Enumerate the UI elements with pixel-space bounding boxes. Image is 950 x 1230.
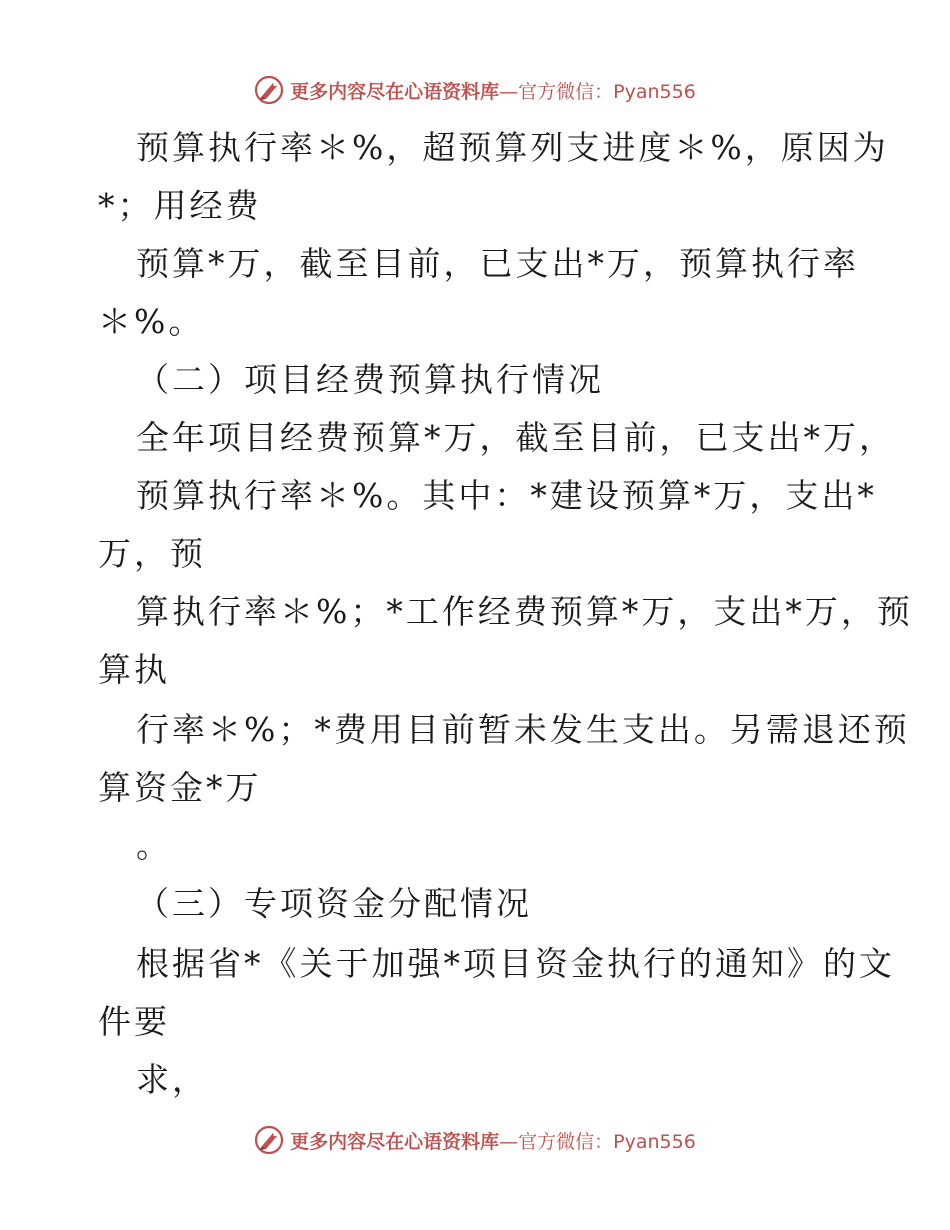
text-line: *；用经费 — [98, 186, 262, 225]
text-line: 万，预 — [98, 534, 206, 573]
watermark-banner-bottom — [0, 1120, 950, 1160]
text-line: 根据省*《关于加强*项目资金执行的通知》的文 — [136, 944, 895, 983]
section-heading: （三）专项资金分配情况 — [136, 884, 532, 923]
text-line: 算资金*万 — [98, 768, 262, 807]
watermark-wechat: 官方微信：Pyan556 — [518, 80, 696, 103]
text-line: 预算执行率＊%。其中：*建设预算*万，支出* — [136, 476, 877, 515]
text-line: 行率＊%；*费用目前暂未发生支出。另需退还预 — [136, 710, 910, 749]
text-line: 算执 — [98, 650, 170, 689]
watermark-banner-top — [0, 70, 950, 110]
text-line: 全年项目经费预算*万，截至目前，已支出*万， — [136, 418, 895, 457]
text-line: 预算*万，截至目前，已支出*万，预算执行率 — [136, 244, 859, 283]
text-line: 件要 — [98, 1002, 170, 1041]
pen-seal-logo — [254, 75, 284, 105]
section-heading: （二）项目经费预算执行情况 — [136, 360, 604, 399]
text-line: 求， — [136, 1060, 208, 1099]
watermark-text — [290, 1127, 696, 1154]
pen-seal-logo — [254, 1125, 284, 1155]
text-line: ＊%。 — [98, 302, 205, 341]
watermark-library-name: 更多内容尽在心语资料库 — [290, 1130, 500, 1153]
watermark-dash: — — [499, 80, 519, 103]
text-line: 预算执行率＊%，超预算列支进度＊%，原因为 — [136, 128, 889, 167]
watermark-wechat: 官方微信：Pyan556 — [518, 1130, 696, 1153]
text-line: 。 — [136, 826, 172, 865]
watermark-text — [290, 77, 696, 104]
watermark-library-name: 更多内容尽在心语资料库 — [290, 80, 500, 103]
text-line: 算执行率＊%；*工作经费预算*万，支出*万，预 — [136, 592, 913, 631]
watermark-dash: — — [499, 1130, 519, 1153]
